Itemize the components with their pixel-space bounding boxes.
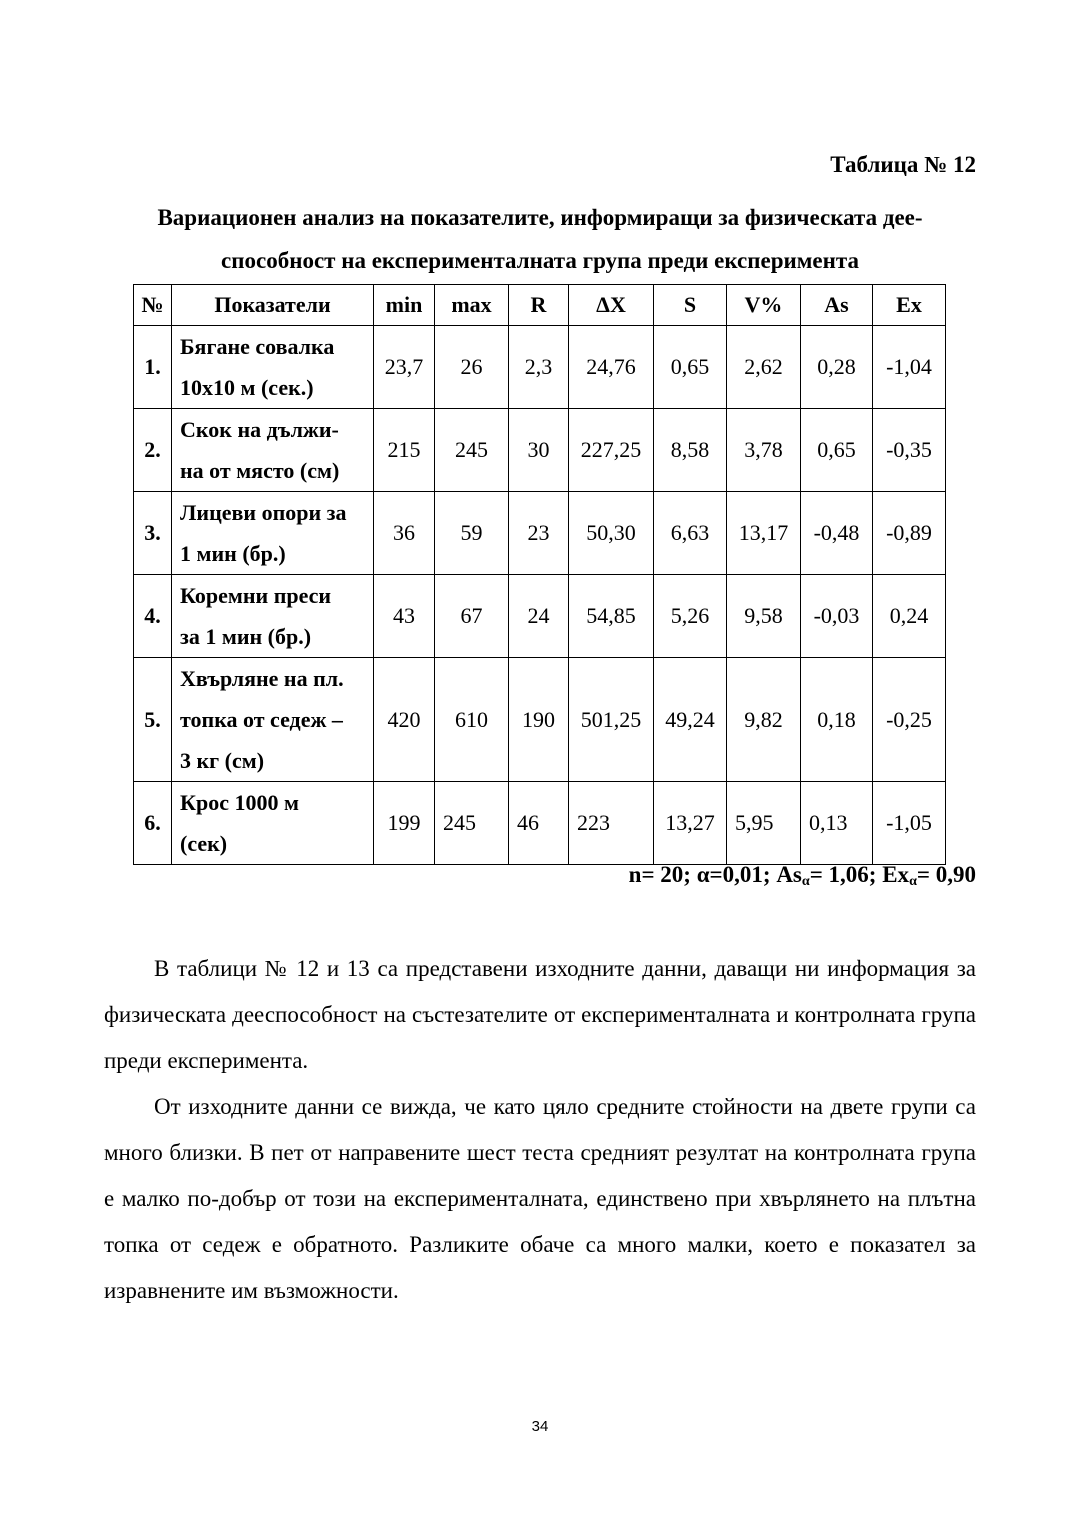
table-row bbox=[134, 409, 946, 492]
max-value: 245 bbox=[435, 409, 509, 492]
std-value: 13,27 bbox=[654, 782, 727, 865]
indicator-name-line: Бягане совалка bbox=[180, 334, 335, 359]
range-value: 24 bbox=[509, 575, 569, 658]
paragraph: От изходните данни се вижда, че като цяло средните стойности на двете групи са много близки. В пет от направените шест теста средният резултат на контролната група е малко по-добър от този на експерименталната, единствено при хвърлянето на плътна топка от седеж е обратното. Разликите обаче са много малки, което е показател за изравнените им възможности. bbox=[104, 1094, 976, 1303]
std-value: 6,63 bbox=[654, 492, 727, 575]
min-value: 43 bbox=[374, 575, 435, 658]
max-value: 610 bbox=[435, 658, 509, 782]
col-header-asymmetry: As bbox=[801, 285, 873, 326]
std-value: 0,65 bbox=[654, 326, 727, 409]
indicator-name bbox=[172, 409, 374, 492]
indicator-name-line: топка от седеж – bbox=[180, 707, 343, 732]
max-value: 67 bbox=[435, 575, 509, 658]
footnote-text: = 0,90 bbox=[916, 862, 976, 887]
min-value: 36 bbox=[374, 492, 435, 575]
max-value: 59 bbox=[435, 492, 509, 575]
variation-value: 13,17 bbox=[727, 492, 801, 575]
col-header-range: R bbox=[509, 285, 569, 326]
mean-value: 24,76 bbox=[569, 326, 654, 409]
range-value: 2,3 bbox=[509, 326, 569, 409]
range-value: 46 bbox=[509, 782, 569, 865]
row-number: 4. bbox=[134, 575, 172, 658]
mean-value: 50,30 bbox=[569, 492, 654, 575]
statistics-table bbox=[133, 284, 946, 865]
mean-value: 54,85 bbox=[569, 575, 654, 658]
asymmetry-value: 0,65 bbox=[801, 409, 873, 492]
row-number: 6. bbox=[134, 782, 172, 865]
table-row bbox=[134, 658, 946, 782]
asymmetry-value: -0,48 bbox=[801, 492, 873, 575]
range-value: 23 bbox=[509, 492, 569, 575]
caption-line-1: Вариационен анализ на показателите, информиращи за физическата дее- bbox=[157, 205, 923, 230]
col-header-std: S bbox=[654, 285, 727, 326]
indicator-name-line: 1 мин (бр.) bbox=[180, 541, 286, 566]
mean-value: 501,25 bbox=[569, 658, 654, 782]
footnote-text: = 1,06; Ex bbox=[809, 862, 910, 887]
asymmetry-value: 0,13 bbox=[801, 782, 873, 865]
table-row bbox=[134, 575, 946, 658]
variation-value: 9,58 bbox=[727, 575, 801, 658]
variation-value: 3,78 bbox=[727, 409, 801, 492]
asymmetry-value: -0,03 bbox=[801, 575, 873, 658]
indicator-name-line: 10x10 м (сек.) bbox=[180, 375, 314, 400]
col-header-mean: ΔX bbox=[569, 285, 654, 326]
variation-value: 9,82 bbox=[727, 658, 801, 782]
footnote-subscript: α bbox=[801, 874, 810, 889]
min-value: 199 bbox=[374, 782, 435, 865]
page-number: 34 bbox=[531, 1418, 549, 1435]
variation-value: 5,95 bbox=[727, 782, 801, 865]
indicator-name bbox=[172, 575, 374, 658]
excess-value: -1,04 bbox=[873, 326, 946, 409]
footnote-subscript: α bbox=[909, 874, 917, 889]
asymmetry-value: 0,28 bbox=[801, 326, 873, 409]
indicator-name-line: 3 кг (см) bbox=[180, 748, 265, 773]
table-row bbox=[134, 492, 946, 575]
std-value: 49,24 bbox=[654, 658, 727, 782]
row-number: 1. bbox=[134, 326, 172, 409]
min-value: 420 bbox=[374, 658, 435, 782]
col-header-variation: V% bbox=[727, 285, 801, 326]
indicator-name-line: Скок на дължи- bbox=[180, 417, 339, 442]
indicator-name-line: Коремни преси bbox=[180, 583, 332, 608]
min-value: 23,7 bbox=[374, 326, 435, 409]
indicator-name bbox=[172, 782, 374, 865]
excess-value: -0,25 bbox=[873, 658, 946, 782]
min-value: 215 bbox=[374, 409, 435, 492]
excess-value: 0,24 bbox=[873, 575, 946, 658]
variation-value: 2,62 bbox=[727, 326, 801, 409]
mean-value: 227,25 bbox=[569, 409, 654, 492]
indicator-name bbox=[172, 492, 374, 575]
excess-value: -1,05 bbox=[873, 782, 946, 865]
indicator-name bbox=[172, 326, 374, 409]
mean-value: 223 bbox=[569, 782, 654, 865]
paragraph: В таблици № 12 и 13 са представени изходните данни, даващи ни информация за физическата дееспособност на състезателите от експерименталната и контролната група преди експеримента. bbox=[104, 956, 976, 1073]
indicator-name-line: Лицеви опори за bbox=[180, 500, 347, 525]
row-number: 3. bbox=[134, 492, 172, 575]
excess-value: -0,89 bbox=[873, 492, 946, 575]
excess-value: -0,35 bbox=[873, 409, 946, 492]
max-value: 26 bbox=[435, 326, 509, 409]
col-header-excess: Ex bbox=[873, 285, 946, 326]
caption-line-2: способност на експерименталната група преди експеримента bbox=[221, 248, 859, 273]
table-row bbox=[134, 782, 946, 865]
indicator-name-line: Крос 1000 м bbox=[180, 790, 299, 815]
col-header-indicator: Показатели bbox=[172, 285, 374, 326]
indicator-name-line: на от място (см) bbox=[180, 458, 340, 483]
asymmetry-value: 0,18 bbox=[801, 658, 873, 782]
table-footnote bbox=[629, 862, 976, 890]
indicator-name bbox=[172, 658, 374, 782]
table-header-row bbox=[134, 285, 946, 326]
footnote-text: n= 20; α=0,01; As bbox=[628, 862, 802, 887]
indicator-name-line: за 1 мин (бр.) bbox=[180, 624, 312, 649]
row-number: 2. bbox=[134, 409, 172, 492]
std-value: 8,58 bbox=[654, 409, 727, 492]
row-number: 5. bbox=[134, 658, 172, 782]
range-value: 30 bbox=[509, 409, 569, 492]
col-header-number: № bbox=[134, 285, 172, 326]
indicator-name-line: Хвърляне на пл. bbox=[180, 666, 344, 691]
body-text bbox=[104, 946, 976, 1314]
max-value: 245 bbox=[435, 782, 509, 865]
indicator-name-line: (сек) bbox=[180, 831, 228, 856]
std-value: 5,26 bbox=[654, 575, 727, 658]
table-row bbox=[134, 326, 946, 409]
range-value: 190 bbox=[509, 658, 569, 782]
col-header-min: min bbox=[374, 285, 435, 326]
table-label: Таблица № 12 bbox=[830, 152, 976, 177]
table-caption bbox=[104, 196, 976, 282]
col-header-max: max bbox=[435, 285, 509, 326]
